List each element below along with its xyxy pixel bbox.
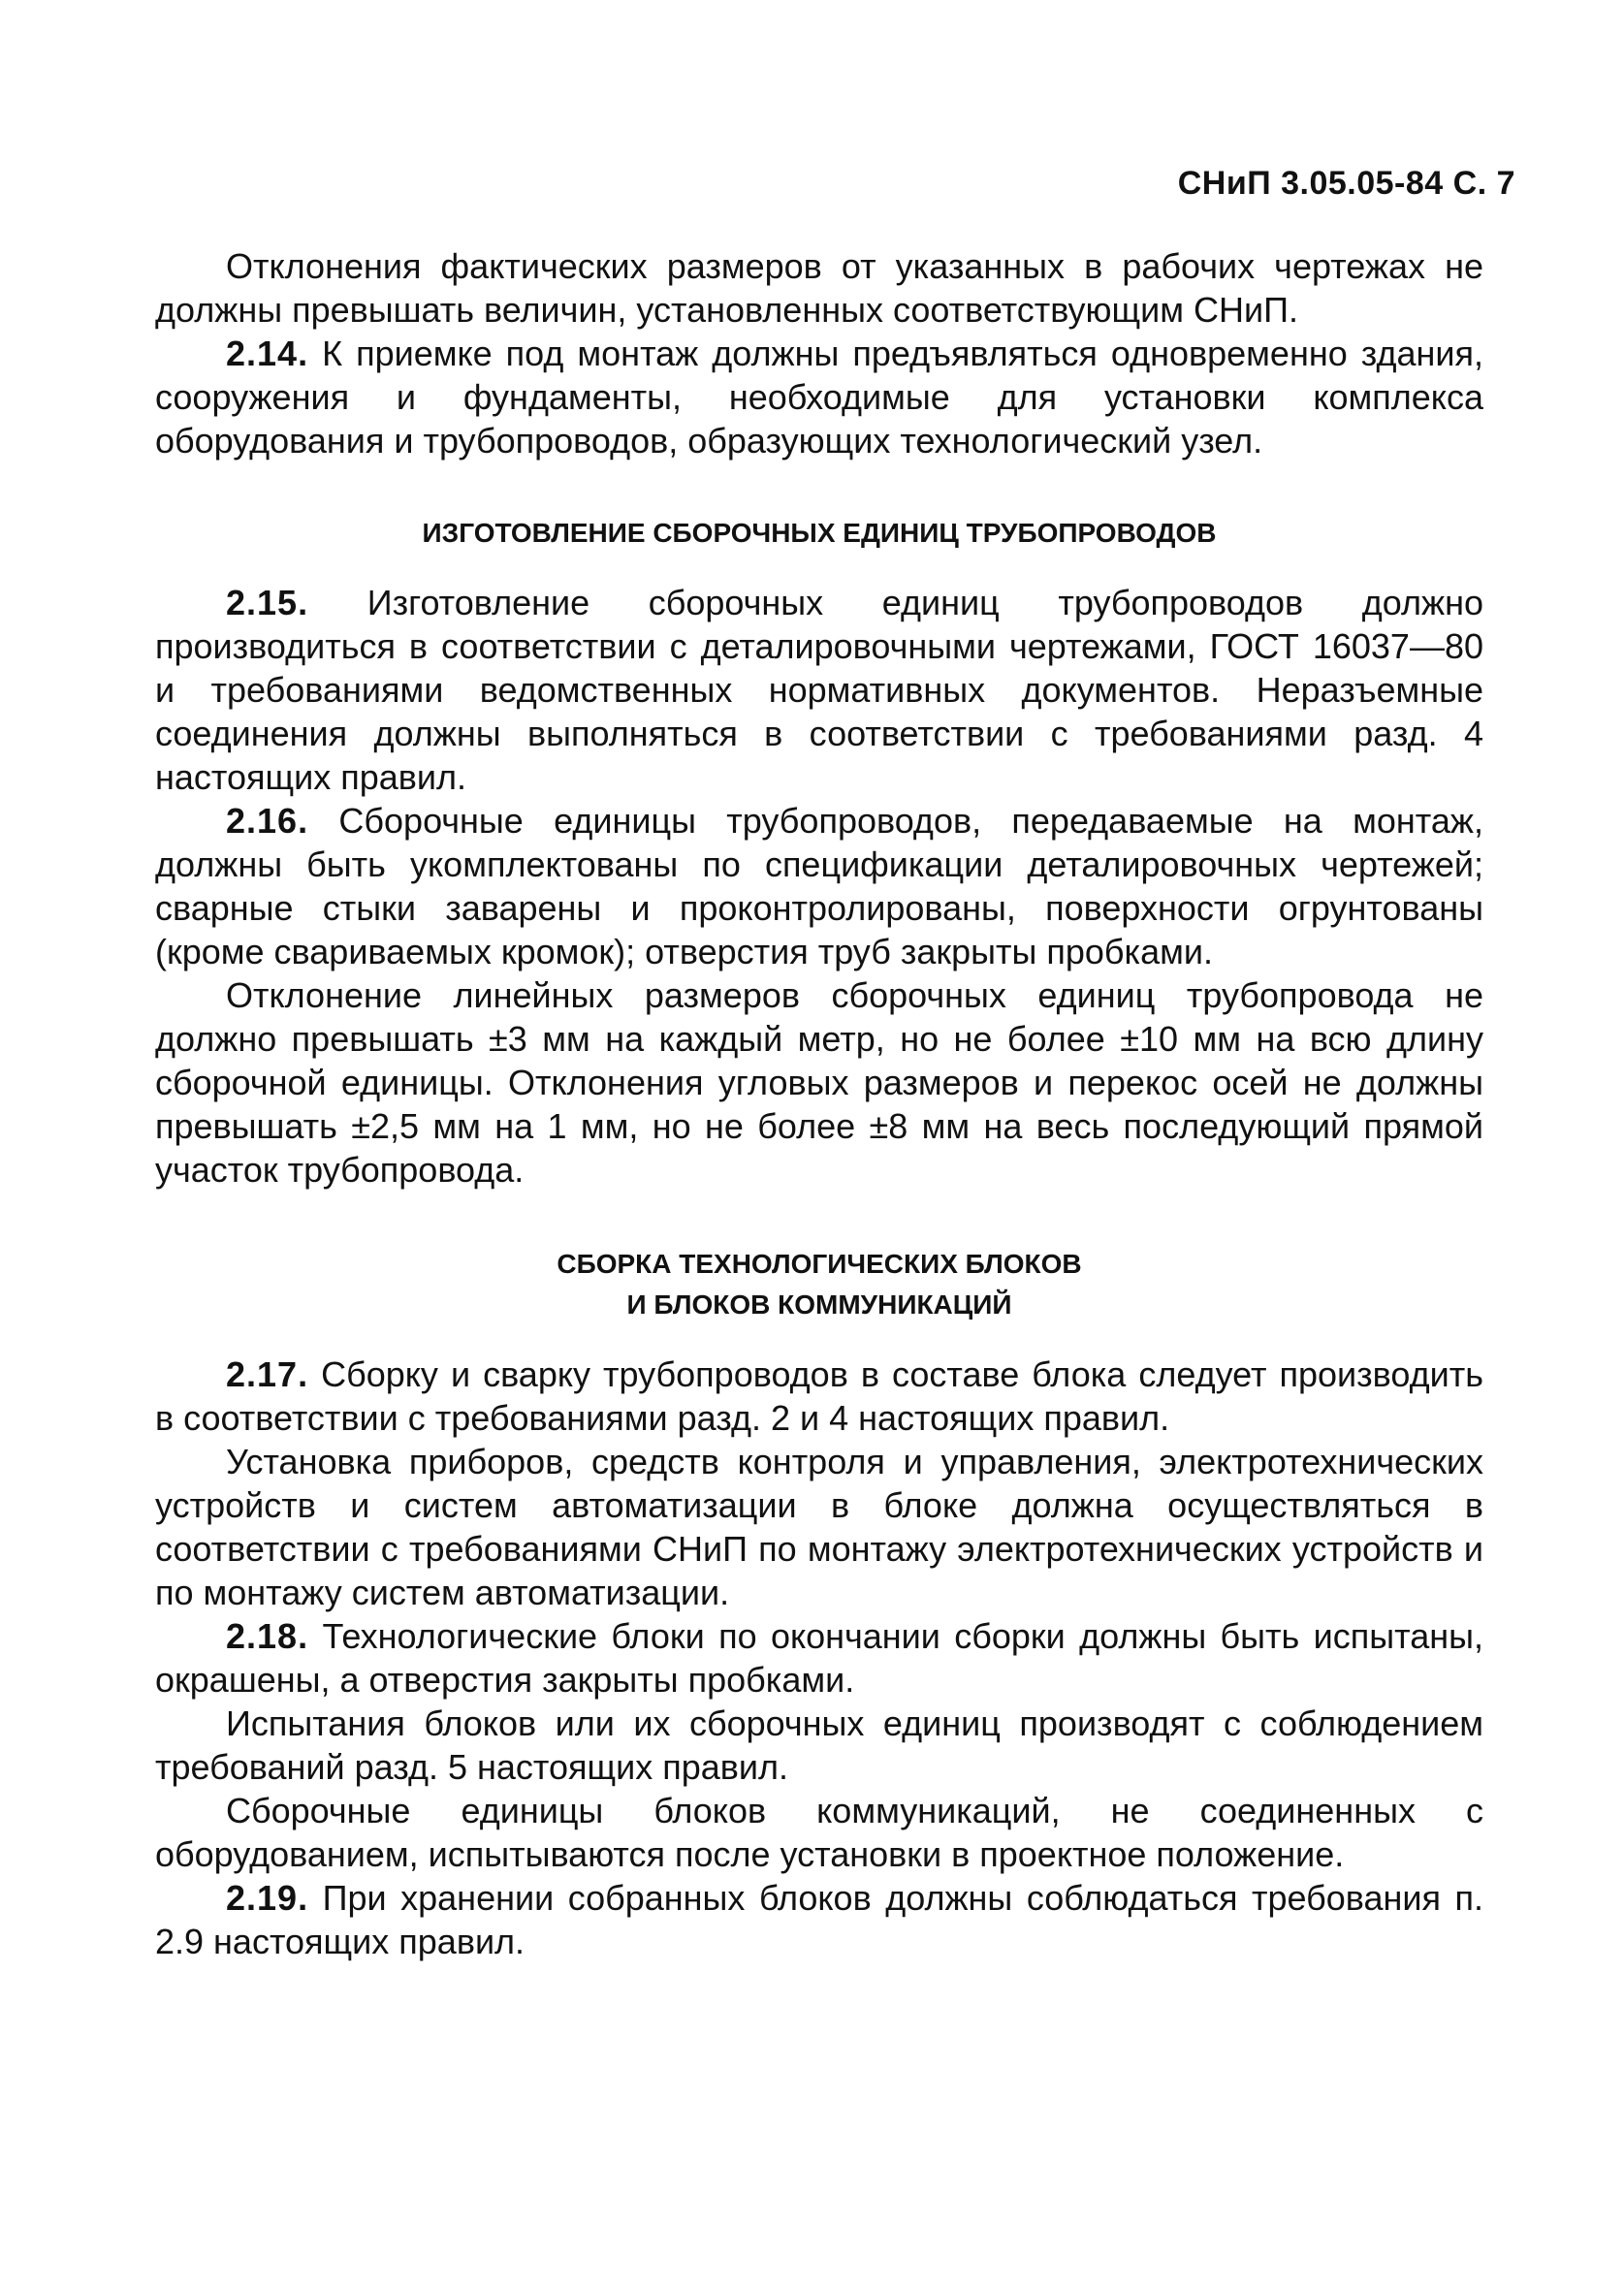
paragraph-2-19	[155, 1876, 1483, 1963]
paragraph-intro: Отклонения фактических размеров от указанных в рабочих чертежах не должны превышать величин, установленных соответствующим СНиП.	[155, 246, 1483, 330]
running-header: СНиП 3.05.05-84 С. 7	[1177, 165, 1515, 202]
clause-number: 2.17.	[226, 1354, 309, 1394]
page-body	[155, 244, 1483, 1963]
paragraph-2-16	[155, 799, 1483, 973]
paragraph-2-17	[155, 1352, 1483, 1440]
clause-text: Технологические блоки по окончании сборки должны быть испытаны, окрашены, а отверстия закрыты пробками.	[155, 1616, 1483, 1700]
clause-number: 2.18.	[226, 1616, 309, 1656]
clause-text: Сборочные единицы трубопроводов, передаваемые на монтаж, должны быть укомплектованы по спецификации деталировочных чертежей; сварные стыки заварены и проконтролированы, поверхности огрунтованы (кроме свариваемых кромок); отверстия труб закрыты пробками.	[155, 801, 1483, 971]
heading-line-1: СБОРКА ТЕХНОЛОГИЧЕСКИХ БЛОКОВ	[557, 1249, 1082, 1279]
paragraph-2-18-units: Сборочные единицы блоков коммуникаций, не соединенных с оборудованием, испытываются после установки в проектное положение.	[155, 1791, 1483, 1874]
clause-number: 2.19.	[226, 1878, 309, 1918]
clause-number: 2.14.	[226, 334, 309, 373]
clause-text: К приемке под монтаж должны предъявляться одновременно здания, сооружения и фундаменты, необходимые для установки комплекса оборудования и трубопроводов, образующих технологический узел.	[155, 334, 1483, 461]
section-heading-pipeline-units: ИЗГОТОВЛЕНИЕ СБОРОЧНЫХ ЕДИНИЦ ТРУБОПРОВОДОВ	[422, 518, 1217, 548]
paragraph-2-14	[155, 332, 1483, 462]
heading-line-2: И БЛОКОВ КОММУНИКАЦИЙ	[626, 1289, 1012, 1320]
paragraph-2-15	[155, 581, 1483, 799]
clause-number: 2.16.	[226, 801, 309, 841]
section-heading-block-assembly	[155, 1244, 1483, 1325]
paragraph-2-18-testing: Испытания блоков или их сборочных единиц производят с соблюдением требований разд. 5 настоящих правил.	[155, 1703, 1483, 1787]
paragraph-2-18	[155, 1614, 1483, 1702]
clause-number: 2.15.	[226, 583, 309, 622]
clause-text: При хранении собранных блоков должны соблюдаться требования п. 2.9 настоящих правил.	[155, 1878, 1483, 1961]
paragraph-2-17-instruments: Установка приборов, средств контроля и управления, электротехнических устройств и систем автоматизации в блоке должна осуществляться в соответствии с требованиями СНиП по монтажу электротехнических устройств и по монтажу систем автоматизации.	[155, 1442, 1483, 1612]
clause-text: Изготовление сборочных единиц трубопроводов должно производиться в соответствии с деталировочными чертежами, ГОСТ 16037—80 и требованиями ведомственных нормативных документов. Неразъемные соединения должны выполняться в соответствии с требованиями разд. 4 настоящих правил.	[155, 583, 1483, 797]
clause-text: Сборку и сварку трубопроводов в составе блока следует производить в соответствии с требованиями разд. 2 и 4 настоящих правил.	[155, 1354, 1483, 1438]
paragraph-2-16-deviations: Отклонение линейных размеров сборочных единиц трубопровода не должно превышать ±3 мм на каждый метр, но не более ±10 мм на всю длину сборочной единицы. Отклонения угловых размеров и перекос осей не должны превышать ±2,5 мм на 1 мм, но не более ±8 мм на весь последующий прямой участок трубопровода.	[155, 975, 1483, 1190]
